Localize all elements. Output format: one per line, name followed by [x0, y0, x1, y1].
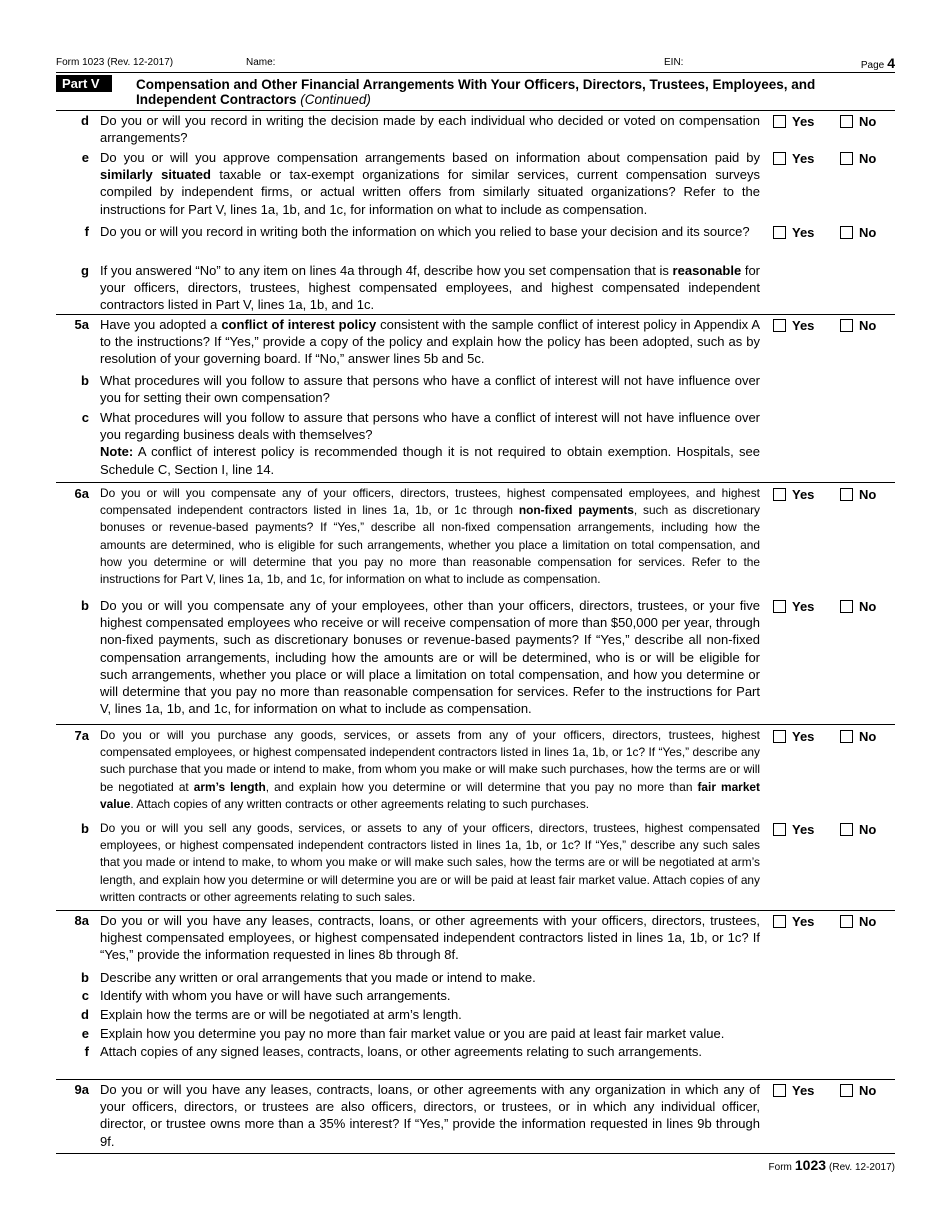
footer-rule	[56, 1153, 895, 1154]
part-heading	[56, 75, 895, 111]
no-checkbox-4f[interactable]	[840, 226, 853, 239]
no-checkbox-4d[interactable]	[840, 115, 853, 128]
yes-no-7a: Yes No	[773, 728, 895, 744]
yes-checkbox-8a[interactable]	[773, 915, 786, 928]
no-checkbox-9a[interactable]	[840, 1084, 853, 1097]
page-footer: Form 1023 (Rev. 12-2017)	[768, 1157, 895, 1173]
header-rule	[56, 72, 895, 73]
yes-checkbox-5a[interactable]	[773, 319, 786, 332]
yes-no-7b: Yes No	[773, 821, 895, 837]
yes-no-4e: Yes No	[773, 150, 895, 166]
yes-checkbox-7a[interactable]	[773, 730, 786, 743]
yes-no-9a: Yes No	[773, 1082, 895, 1098]
yes-checkbox-4d[interactable]	[773, 115, 786, 128]
yes-checkbox-4f[interactable]	[773, 226, 786, 239]
yes-no-8a: Yes No	[773, 913, 895, 929]
yes-no-4d: Yes No	[773, 113, 895, 129]
note: Note: A conflict of interest policy is recommended though it is not required to obtain exemption. Hospitals, see Schedule C, Section I, line 14.	[100, 444, 760, 477]
form-id: Form 1023 (Rev. 12-2017)	[56, 57, 174, 68]
yes-checkbox-4e[interactable]	[773, 152, 786, 165]
yes-checkbox-6a[interactable]	[773, 488, 786, 501]
yes-no-6b: Yes No	[773, 598, 895, 614]
no-checkbox-8a[interactable]	[840, 915, 853, 928]
section-rule-8	[56, 910, 895, 911]
section-rule-9	[56, 1079, 895, 1080]
part-label: Part V	[56, 75, 112, 92]
no-checkbox-7b[interactable]	[840, 823, 853, 836]
yes-no-5a: Yes No	[773, 317, 895, 333]
part-rule	[56, 110, 895, 111]
section-rule-7	[56, 724, 895, 725]
yes-checkbox-6b[interactable]	[773, 600, 786, 613]
section-rule-5	[56, 314, 895, 315]
yes-no-6a: Yes No	[773, 486, 895, 502]
yes-checkbox-9a[interactable]	[773, 1084, 786, 1097]
no-checkbox-5a[interactable]	[840, 319, 853, 332]
page-header	[56, 57, 895, 73]
yes-no-4f: Yes No	[773, 224, 895, 240]
ein-label: EIN:	[664, 57, 684, 68]
page-indicator: Page 4	[860, 55, 895, 71]
form-number: 1023	[794, 1157, 827, 1173]
no-checkbox-4e[interactable]	[840, 152, 853, 165]
no-checkbox-7a[interactable]	[840, 730, 853, 743]
name-label: Name:	[246, 57, 276, 68]
yes-checkbox-7b[interactable]	[773, 823, 786, 836]
no-checkbox-6b[interactable]	[840, 600, 853, 613]
part-title: Compensation and Other Financial Arrangements With Your Officers, Directors, Trustees, Employees, and Independent Contractors (Continued)	[136, 77, 816, 107]
section-rule-6	[56, 482, 895, 483]
no-checkbox-6a[interactable]	[840, 488, 853, 501]
